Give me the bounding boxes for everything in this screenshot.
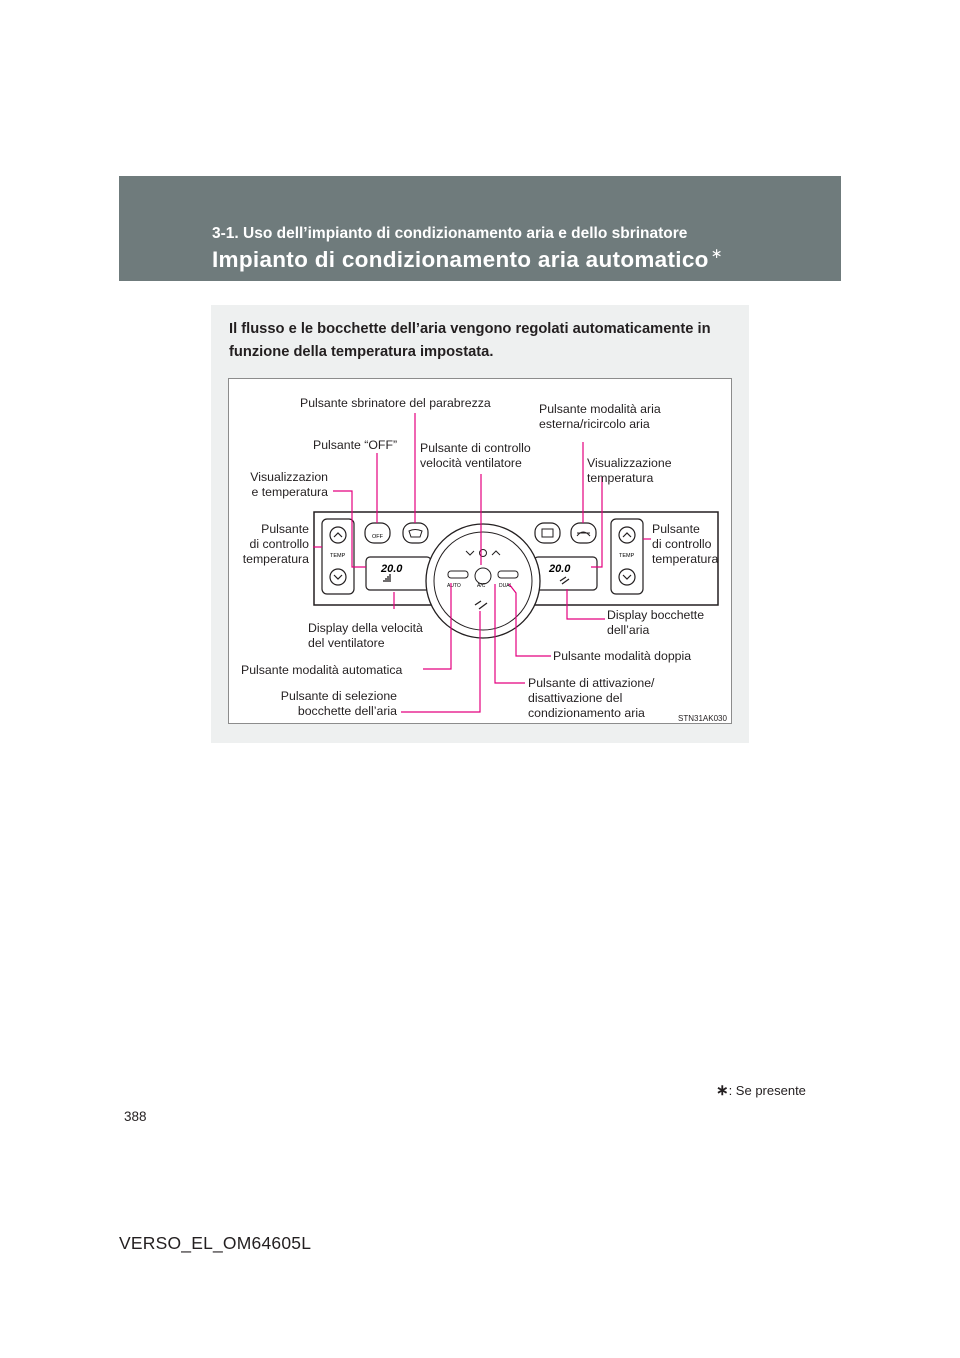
footnote-text: : Se presente: [728, 1083, 806, 1098]
dual-button-label: DUAL: [499, 583, 513, 589]
label-fan-speed-display: Display della velocità del ventilatore: [308, 621, 423, 650]
footnote-mark: ∗: [716, 1082, 729, 1099]
temp-down-right-button: [619, 569, 635, 585]
auto-button-label: AUTO: [447, 583, 461, 589]
section-title: 3-1. Uso dell’impianto di condizionamento aria e dello sbrinatore: [212, 225, 688, 242]
dual-button: [498, 571, 518, 578]
label-temp-control-right: Pulsante di controllo temperatura: [652, 522, 719, 566]
figure-code: STN31AK030: [678, 714, 727, 723]
ac-button-label: A/C: [477, 583, 486, 589]
label-ac-toggle: Pulsante di attivazione/ disattivazione del condizionamento aria: [528, 676, 655, 720]
page-heading: [212, 247, 723, 273]
label-temp-display-left: Visualizzazion e temperatura: [250, 470, 328, 499]
defroster-button: [403, 523, 428, 543]
off-button-label: OFF: [372, 534, 383, 540]
label-off-button: Pulsante “OFF”: [313, 438, 398, 452]
label-auto-mode: Pulsante modalità automatica: [241, 663, 403, 677]
climate-panel-figure: [228, 378, 732, 724]
ac-button: [475, 568, 491, 584]
page-heading-text: Impianto di condizionamento aria automatico: [212, 247, 709, 272]
temp-display-right-value: 20.0: [549, 563, 571, 575]
page-number: 388: [124, 1109, 147, 1124]
temp-up-left-button: [330, 527, 346, 543]
label-fan-speed-control: Pulsante di controllo velocità ventilatore: [420, 441, 531, 470]
label-vent-select: Pulsante di selezione bocchette dell’aria: [280, 689, 397, 718]
label-temp-display-right: Visualizzazione temperatura: [587, 456, 672, 485]
label-recirc-button: Pulsante modalità aria esterna/ricircolo aria: [539, 402, 661, 431]
label-temp-control-left: Pulsante di controllo temperatura: [242, 522, 309, 566]
temp-up-right-button: [619, 527, 635, 543]
off-button: [365, 523, 390, 543]
label-dual-mode: Pulsante modalità doppia: [553, 649, 692, 663]
chapter-header: [119, 176, 841, 281]
auto-button: [448, 571, 468, 578]
footnote: [716, 1081, 806, 1099]
temp-display-left-value: 20.0: [381, 563, 403, 575]
temp-label-right: TEMP: [619, 553, 635, 559]
label-vent-display: Display bocchette dell’aria: [607, 608, 705, 637]
intro-text: Il flusso e le bocchette dell’aria vengono regolati automaticamente in funzione della temperatura impostata.: [229, 321, 711, 360]
optional-mark: ∗: [710, 245, 723, 261]
rear-defog-button: [535, 523, 560, 543]
document-code: VERSO_EL_OM64605L: [119, 1233, 312, 1253]
temp-down-left-button: [330, 569, 346, 585]
temp-label-left: TEMP: [330, 553, 346, 559]
label-defroster-button: Pulsante sbrinatore del parabrezza: [300, 396, 491, 410]
